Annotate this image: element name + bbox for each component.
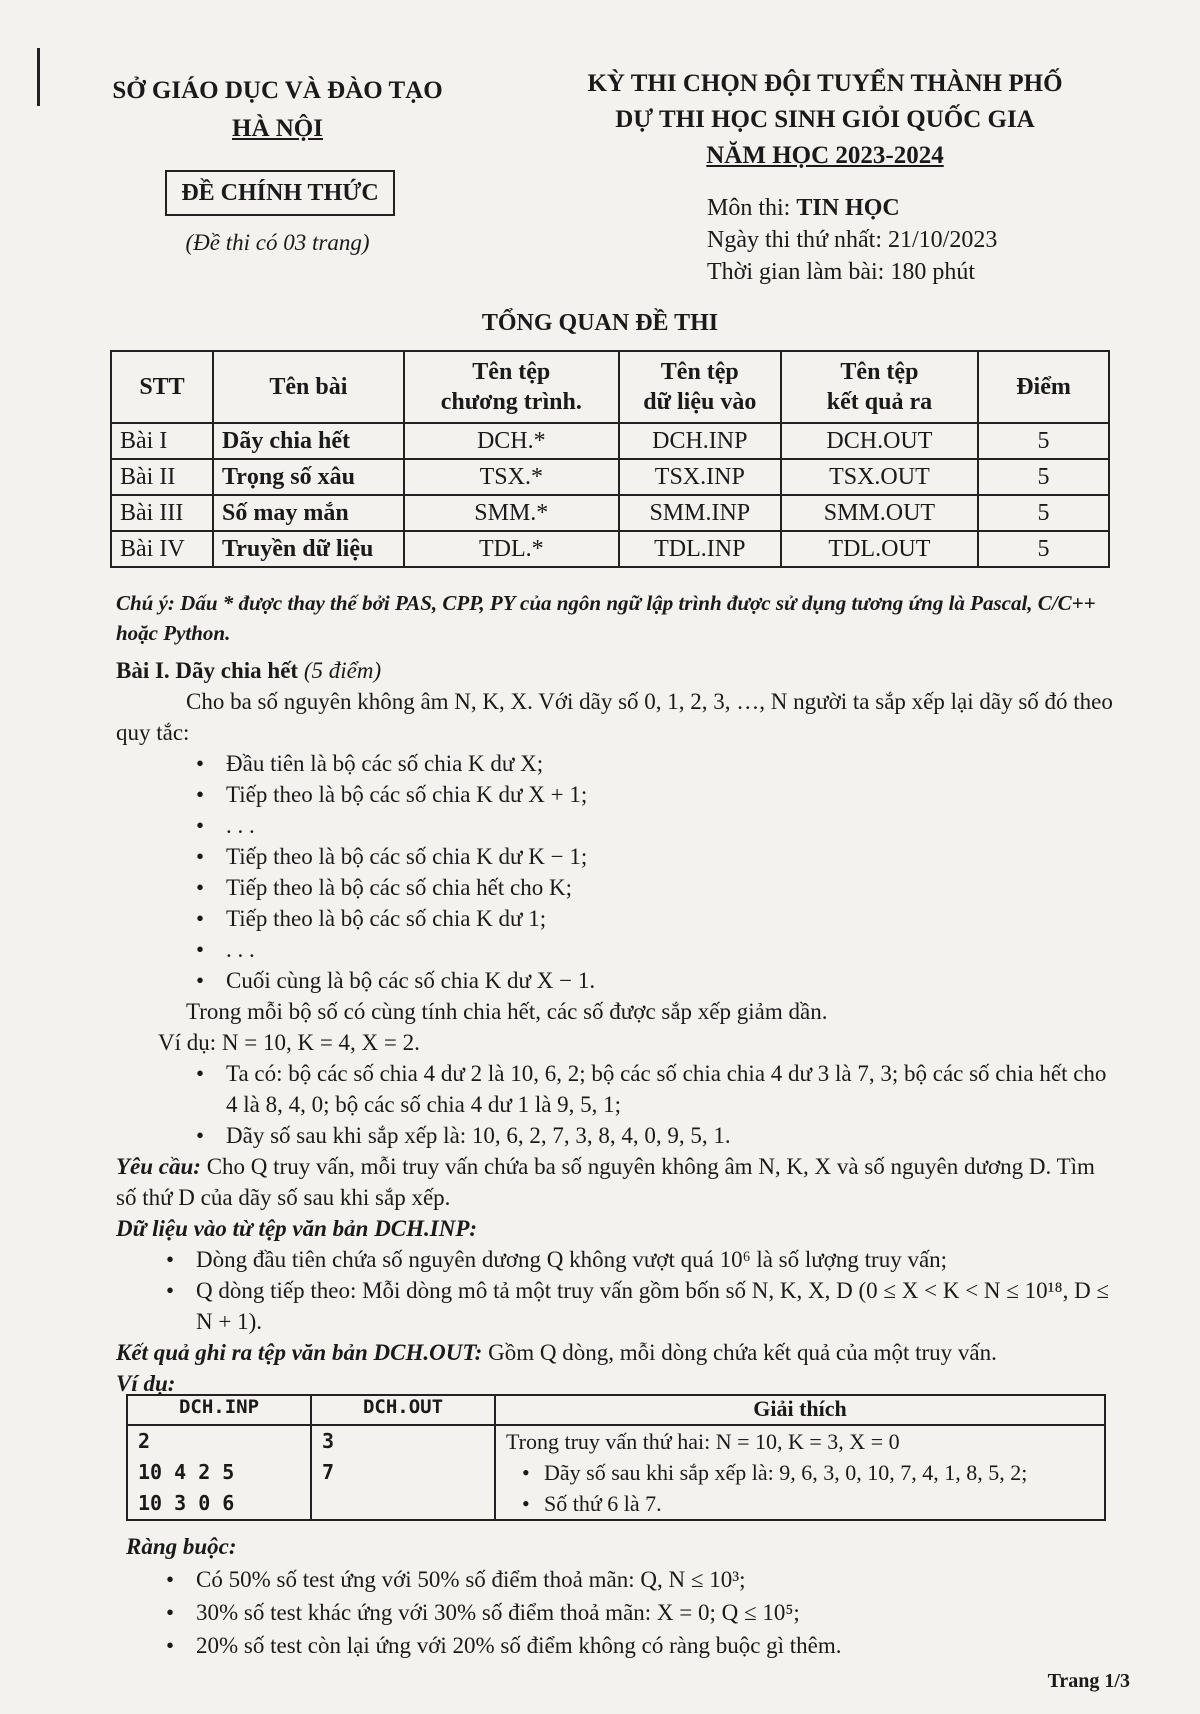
example-header-out: DCH.OUT	[311, 1395, 495, 1425]
list-item: • Cuối cùng là bộ các số chia K dư X − 1.	[226, 965, 1116, 996]
header-output-file: Tên tệp kết quả ra	[781, 351, 978, 423]
table-row	[111, 423, 1109, 459]
row-inp: TSX.INP	[619, 459, 781, 495]
exam-title-line1: KỲ THI CHỌN ĐỘI TUYỂN THÀNH PHỐ	[587, 70, 1063, 97]
row-out: SMM.OUT	[781, 495, 978, 531]
constraints-list	[126, 1563, 1116, 1662]
row-name: Số may mắn	[213, 495, 404, 531]
exam-title-line2: DỰ THI HỌC SINH GIỎI QUỐC GIA	[615, 106, 1035, 133]
subject-label: Môn thi:	[707, 195, 797, 221]
list-item: • . . .	[226, 934, 1116, 965]
exam-duration: Thời gian làm bài: 180 phút	[707, 259, 975, 285]
exam-info	[707, 192, 997, 288]
page-count-note: (Đề thi có 03 trang)	[185, 230, 370, 255]
example-intro: Ví dụ: N = 10, K = 4, X = 2.	[158, 1030, 420, 1055]
example-points	[116, 1058, 1116, 1151]
row-score: 5	[978, 423, 1109, 459]
row-prog: SMM.*	[404, 495, 619, 531]
example-output: 3 7	[311, 1425, 495, 1520]
row-inp: SMM.INP	[619, 495, 781, 531]
problem-title: Bài I. Dãy chia hết (5 điểm)	[116, 658, 382, 683]
list-item: • 20% số test còn lại ứng với 20% số điểm không có ràng buộc gì thêm.	[196, 1629, 1116, 1662]
row-score: 5	[978, 495, 1109, 531]
list-item: • Dãy số sau khi sắp xếp là: 10, 6, 2, 7, 3, 8, 4, 0, 9, 5, 1.	[226, 1120, 1116, 1151]
list-item: • 30% số test khác ứng với 30% số điểm thoả mãn: X = 0; Q ≤ 10⁵;	[196, 1596, 1116, 1629]
page-number: Trang 1/3	[1047, 1670, 1130, 1692]
row-prog: DCH.*	[404, 423, 619, 459]
row-score: 5	[978, 531, 1109, 567]
department-header	[110, 72, 445, 148]
row-inp: TDL.INP	[619, 531, 781, 567]
language-note: Chú ý: Dấu * được thay thế bởi PAS, CPP, PY của ngôn ngữ lập trình được sử dụng tương ứng là Pascal, C/C++ hoặc Python.	[116, 591, 1096, 645]
example-body-row	[127, 1425, 1105, 1520]
row-prog: TDL.*	[404, 531, 619, 567]
requirement: Yêu cầu: Cho Q truy vấn, mỗi truy vấn chứa ba số nguyên không âm N, K, X và số nguyên dương D. Tìm số thứ D của dãy số sau khi sắp xếp.	[116, 1154, 1095, 1210]
header-name: Tên bài	[213, 351, 404, 423]
list-item: • Q dòng tiếp theo: Mỗi dòng mô tả một truy vấn gồm bốn số N, K, X, D (0 ≤ X < K < N ≤ 10¹⁸, D ≤ N + 1).	[196, 1275, 1116, 1337]
example-header-explain: Giải thích	[495, 1395, 1105, 1425]
example-label: Ví dụ:	[116, 1371, 176, 1396]
row-name: Truyền dữ liệu	[213, 531, 404, 567]
list-item: • Tiếp theo là bộ các số chia K dư 1;	[226, 903, 1116, 934]
overview-header-row	[111, 351, 1109, 423]
example-explanation: Trong truy vấn thứ hai: N = 10, K = 3, X = 0 • Dãy số sau khi sắp xếp là: 9, 6, 3, 0, 10, 7, 4, 1, 8, 5, 2; • Số thứ 6 là 7.	[495, 1425, 1105, 1520]
row-out: TSX.OUT	[781, 459, 978, 495]
exam-header	[580, 66, 1070, 174]
overview-title: TỔNG QUAN ĐỀ THI	[481, 310, 719, 336]
department-name: SỞ GIÁO DỤC VÀ ĐÀO TẠO	[112, 77, 443, 104]
row-inp: DCH.INP	[619, 423, 781, 459]
header-program-file: Tên tệp chương trình.	[404, 351, 619, 423]
list-item: • Dòng đầu tiên chứa số nguyên dương Q không vượt quá 10⁶ là số lượng truy vấn;	[196, 1244, 1116, 1275]
list-item: • Dãy số sau khi sắp xếp là: 9, 6, 3, 0, 10, 7, 4, 1, 8, 5, 2;	[544, 1457, 1094, 1488]
row-stt: Bài I	[111, 423, 213, 459]
row-name: Trọng số xâu	[213, 459, 404, 495]
constraints-label: Ràng buộc:	[126, 1534, 237, 1559]
official-exam-box: ĐỀ CHÍNH THỨC	[165, 170, 395, 216]
example-table	[126, 1394, 1106, 1521]
input-points	[116, 1244, 1116, 1337]
example-input: 2 10 4 2 5 10 3 0 6	[127, 1425, 311, 1520]
constraints	[126, 1530, 1116, 1662]
school-year: NĂM HỌC 2023-2024	[706, 142, 944, 169]
output-spec: Kết quả ghi ra tệp văn bản DCH.OUT: Gồm Q dòng, mỗi dòng chứa kết quả của một truy vấn.	[116, 1340, 997, 1365]
example-header-row	[127, 1395, 1105, 1425]
example-header-inp: DCH.INP	[127, 1395, 311, 1425]
table-row	[111, 531, 1109, 567]
row-stt: Bài IV	[111, 531, 213, 567]
list-item: • Ta có: bộ các số chia 4 dư 2 là 10, 6, 2; bộ các số chia chia 4 dư 3 là 7, 3; bộ các số chia hết cho 4 là 8, 4, 0; bộ các số chia 4 dư 1 là 9, 5, 1;	[226, 1058, 1116, 1120]
row-prog: TSX.*	[404, 459, 619, 495]
table-row	[111, 459, 1109, 495]
problem-points: (5 điểm)	[303, 658, 382, 683]
problem-intro: Cho ba số nguyên không âm N, K, X. Với dãy số 0, 1, 2, 3, …, N người ta sắp xếp lại dãy số đó theo quy tắc:	[116, 689, 1113, 745]
sorted-note: Trong mỗi bộ số có cùng tính chia hết, các số được sắp xếp giảm dần.	[186, 999, 828, 1024]
row-stt: Bài III	[111, 495, 213, 531]
problem-1	[116, 655, 1116, 1399]
city-name: HÀ NỘI	[232, 115, 323, 142]
row-out: TDL.OUT	[781, 531, 978, 567]
list-item: • . . .	[226, 810, 1116, 841]
row-name: Dãy chia hết	[213, 423, 404, 459]
row-out: DCH.OUT	[781, 423, 978, 459]
list-item: • Tiếp theo là bộ các số chia K dư X + 1;	[226, 779, 1116, 810]
row-stt: Bài II	[111, 459, 213, 495]
header-score: Điểm	[978, 351, 1109, 423]
subject: TIN HỌC	[796, 195, 900, 221]
table-row	[111, 495, 1109, 531]
list-item: • Tiếp theo là bộ các số chia hết cho K;	[226, 872, 1116, 903]
header-input-file: Tên tệp dữ liệu vào	[619, 351, 781, 423]
overview-table	[110, 350, 1110, 568]
rules-list	[116, 748, 1116, 996]
list-item: • Số thứ 6 là 7.	[544, 1488, 1094, 1519]
input-label: Dữ liệu vào từ tệp văn bản DCH.INP:	[116, 1216, 478, 1241]
header-stt: STT	[111, 351, 213, 423]
margin-mark	[37, 48, 40, 106]
exam-date: Ngày thi thứ nhất: 21/10/2023	[707, 227, 998, 253]
list-item: • Có 50% số test ứng với 50% số điểm thoả mãn: Q, N ≤ 10³;	[196, 1563, 1116, 1596]
list-item: • Tiếp theo là bộ các số chia K dư K − 1;	[226, 841, 1116, 872]
row-score: 5	[978, 459, 1109, 495]
list-item: • Đầu tiên là bộ các số chia K dư X;	[226, 748, 1116, 779]
